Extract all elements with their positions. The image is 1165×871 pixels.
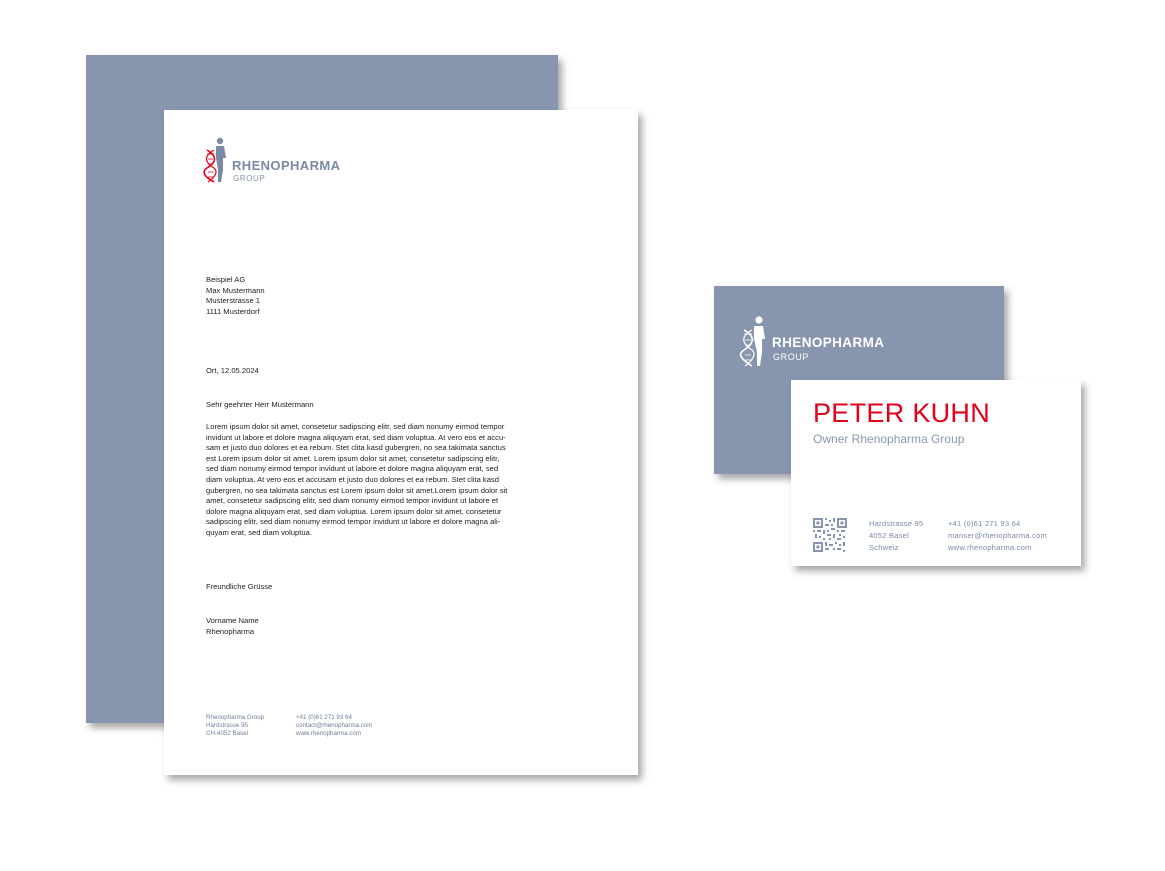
- signature-line: Rhenopharma: [206, 626, 255, 636]
- address-line: 1111 Musterdorf: [206, 306, 260, 316]
- body-line: diam voluptua. At vero eos et accusam et justo duo dolores et ea rebum. Stet clita kasd: [206, 474, 499, 484]
- salutation: Sehr geehrter Herr Mustermann: [206, 400, 314, 409]
- card-address-line: 4052 Basel: [869, 531, 909, 540]
- logo-wordmark: RHENOPHARMA: [232, 158, 341, 173]
- body-line: sam et justo duo dolores et ea rebum. Stet clita kasd gubergren, no sea takimata sanctus: [206, 443, 506, 453]
- body-line: sadipscing elitr, sed diam nonumy eirmod tempor invidunt ut labore et dolore magna ali-: [206, 517, 501, 527]
- footer-line: www.rhenopharma.com: [296, 730, 361, 738]
- footer-address: [206, 714, 264, 739]
- logo-subword: GROUP: [773, 352, 810, 362]
- body-line: quyam erat, sed diam voluptua.: [206, 527, 312, 537]
- address-line: Beispiel AG: [206, 275, 246, 284]
- address-line: Musterstrasse 1: [206, 296, 261, 306]
- dna-figure-icon: [202, 136, 232, 186]
- card-person-name: PETER KUHN: [813, 398, 991, 428]
- body-line: invidunt ut labore et dolore magna aliquyam erat, sed diam voluptua. At vero eos et accu-: [206, 432, 506, 442]
- closing: Freundliche Grüsse: [206, 582, 273, 591]
- card-contact-line: www.rhenopharma.com: [948, 543, 1032, 552]
- letterhead-logo: [202, 136, 352, 186]
- body-line: sed diam nonumy eirmod tempor invidunt ut labore et dolore magna aliquyam erat, sed: [206, 464, 499, 474]
- body-line: est Lorem ipsum dolor sit amet. Lorem ipsum dolor sit amet, consetetur sadipscing elitr,: [206, 453, 500, 463]
- card-person-role: Owner Rhenopharma Group: [813, 432, 965, 446]
- footer-line: CH-4052 Basel: [206, 730, 248, 738]
- card-address-line: Hardstrasse 95: [869, 519, 924, 528]
- card-contact-line: manser@rhenopharma.com: [948, 531, 1048, 540]
- card-address: [869, 518, 923, 554]
- card-contact-line: +41 (0)61 271 93 64: [948, 519, 1021, 528]
- logo-wordmark: RHENOPHARMA: [772, 335, 885, 350]
- letterhead-sheet: [164, 110, 638, 775]
- logo-subword: GROUP: [233, 174, 266, 183]
- footer-line: +41 (0)61 271 93 64: [296, 714, 352, 721]
- card-contact: [948, 518, 1047, 554]
- body-line: dolore magna aliquyam erat, sed diam voluptua. Lorem ipsum dolor sit amet, consetetur: [206, 506, 502, 516]
- recipient-address: [206, 275, 265, 317]
- date-line: Ort, 12.05.2024: [206, 366, 259, 375]
- body-line: gubergren, no sea takimata sanctus est Lorem ipsum dolor sit amet.Lorem ipsum dolor sit: [206, 485, 508, 495]
- letter-body: [206, 422, 592, 539]
- footer-line: Hardstrasse 95: [206, 722, 248, 730]
- footer-line: contact@rhenopharma.com: [296, 722, 373, 730]
- card-logo: [738, 314, 918, 370]
- signature-line: Vorname Name: [206, 616, 259, 625]
- footer-contact: [296, 714, 372, 739]
- business-card-front: [791, 380, 1081, 566]
- card-address-line: Schweiz: [869, 543, 899, 552]
- signature-block: [206, 616, 259, 637]
- body-line: Lorem ipsum dolor sit amet, consetetur sadipscing elitr, sed diam nonumy eirmod tempor: [206, 422, 505, 431]
- footer-line: Rhenopharma Group: [206, 714, 265, 721]
- qr-code-icon: [813, 518, 847, 552]
- address-line: Max Mustermann: [206, 285, 265, 295]
- body-line: amet, consetetur sadipscing elitr, sed diam nonumy eirmod tempor invidunt ut labore et: [206, 496, 499, 506]
- dna-figure-icon: [738, 314, 772, 370]
